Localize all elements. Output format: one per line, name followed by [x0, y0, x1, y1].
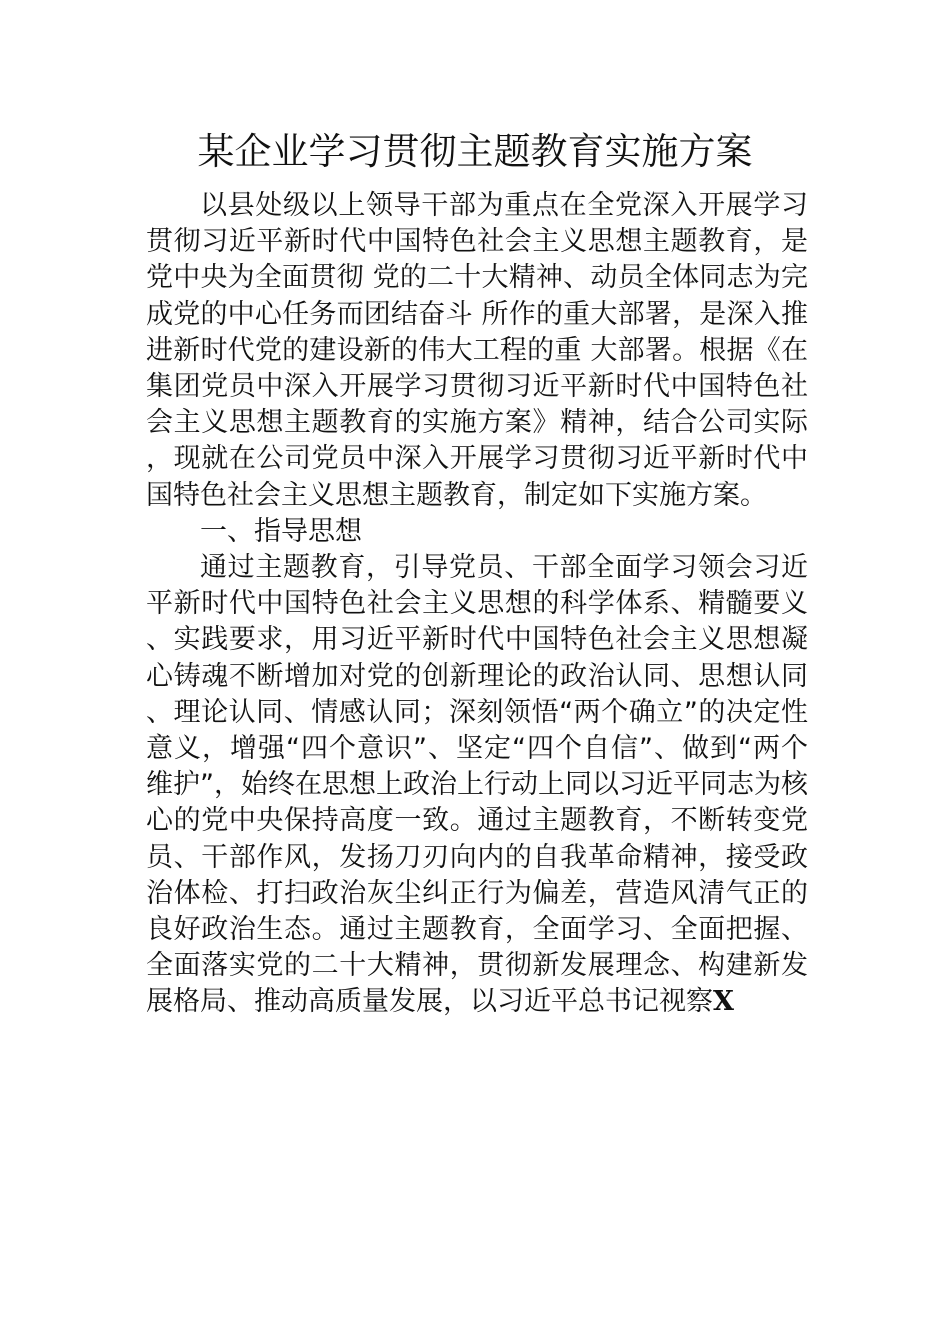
guiding-ideology-paragraph — [146, 550, 808, 1021]
section-heading-guiding-ideology: 一、指导思想 — [200, 515, 362, 547]
trailing-mark: X — [713, 986, 734, 1018]
document-body — [146, 188, 808, 1021]
intro-paragraph: 以县处级以上领导干部为重点在全党深入开展学习贯彻习近平新时代中国特色社会主义思想主题教育，是党中央为全面贯彻 党的二十大精神、动员全体同志为完成党的中心任务而团结奋斗 所作的重大部署，是深入推进新时代党的建设新的伟大工程的重 大部署。根据《在集团党员中深入开展学习贯彻习近平新时代中国特色社会主义思想主题教育的实施方案》精神，结合公司实际，现就在公司党员中深入开展学习贯彻习近平新时代中国特色社会主义思想主题教育，制定如下实施方案。 — [146, 190, 808, 511]
guiding-ideology-text: 通过主题教育，引导党员、干部全面学习领会习近平新时代中国特色社会主义思想的科学体系、精髓要义、实践要求，用习近平新时代中国特色社会主义思想凝心铸魂不断增加对党的创新理论的政治认同、思想认同、理论认同、情感认同；深刻领悟“两个确立”的决定性意义，增强“四个意识”、坚定“四个自信”、做到“两个维护”，始终在思想上政治上行动上同以习近平同志为核心的党中央保持高度一致。通过主题教育，不断转变党员、干部作风，发扬刀刃向内的自我革命精神，接受政治体检、打扫政治灰尘纠正行为偏差，营造风清气正的良好政治生态。通过主题教育，全面学习、全面把握、全面落实党的二十大精神，贯彻新发展理念、构建新发展格局、推动高质量发展，以习近平总书记视察 — [146, 552, 808, 1018]
document-title: 某企业学习贯彻主题教育实施方案 — [197, 130, 753, 173]
